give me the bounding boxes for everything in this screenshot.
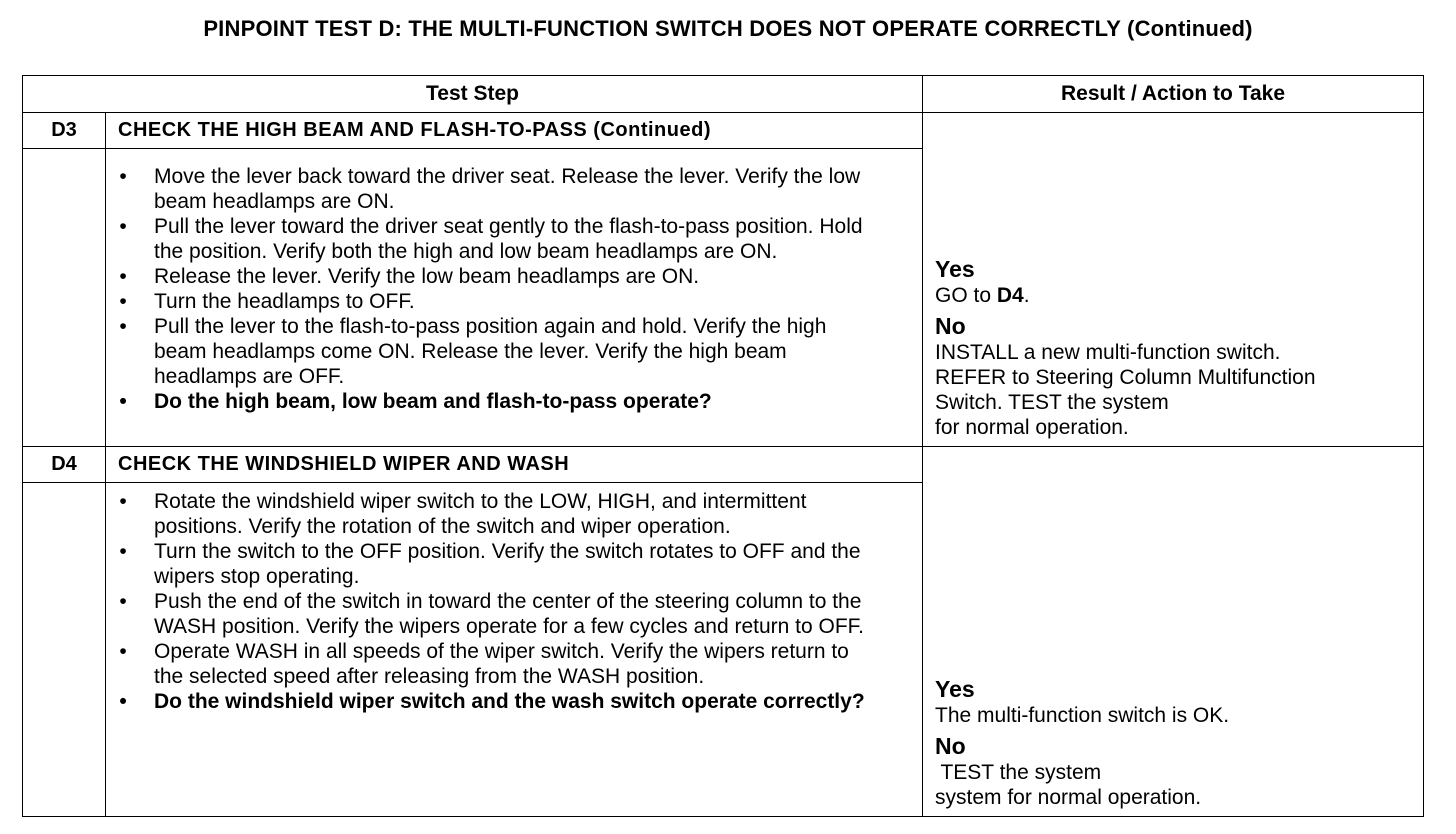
list-item (106, 589, 882, 639)
instruction-list-d3 (106, 164, 922, 414)
bullet-icon: • (119, 690, 127, 713)
bullet-icon: • (119, 490, 127, 513)
question-text: Do the windshield wiper switch and the wash switch operate correctly? (154, 690, 865, 713)
instruction-list-d4 (106, 489, 922, 714)
step-d3-instructions (106, 149, 923, 447)
yes-suffix-d3: . (1023, 284, 1030, 307)
pinpoint-test-table (22, 75, 1424, 817)
list-item-question (106, 689, 882, 714)
yes-label-d4: Yes (935, 676, 975, 702)
bullet-icon: • (119, 165, 127, 188)
bullet-icon: • (119, 290, 127, 313)
list-item (106, 489, 882, 539)
bullet-icon: • (119, 590, 127, 613)
list-item (106, 289, 882, 314)
instruction-text: Rotate the windshield wiper switch to the LOW, HIGH, and intermittent positions. Verify the rotation of the switch and wiper operation. (154, 490, 807, 538)
list-item (106, 539, 882, 589)
instruction-text: Pull the lever toward the driver seat gently to the flash-to-pass position. Hold the position. Verify both the high and low beam headlamps are ON. (154, 215, 863, 263)
result-d4 (923, 447, 1424, 817)
list-item (106, 164, 882, 214)
instruction-text: Pull the lever to the flash-to-pass position again and hold. Verify the high beam headlamps come ON. Release the lever. Verify the high beam headlamps are OFF. (154, 315, 827, 388)
list-item (106, 639, 882, 689)
no-action-line: REFER to Steering Column Multifunction (935, 366, 1316, 389)
result-d3 (923, 113, 1424, 447)
no-action-line: for normal operation. (935, 416, 1129, 439)
no-action-line: TEST the system (935, 761, 1102, 784)
header-test-step: Test Step (23, 76, 923, 113)
instruction-text: Push the end of the switch in toward the center of the steering column to the WASH position. Verify the wipers operate for a few cycles and return to OFF. (154, 590, 865, 638)
step-id-d3: D3 (23, 113, 106, 149)
bullet-icon: • (119, 390, 127, 413)
step-d4-instructions (106, 483, 923, 817)
step-id-d4: D4 (23, 447, 106, 483)
page-title: PINPOINT TEST D: THE MULTI-FUNCTION SWITCH DOES NOT OPERATE CORRECTLY (Continued) (203, 16, 1253, 41)
step-title-d3: CHECK THE HIGH BEAM AND FLASH-TO-PASS (Continued) (106, 113, 923, 149)
yes-target-d3: D4 (996, 284, 1024, 307)
instruction-text: Turn the switch to the OFF position. Verify the switch rotates to OFF and the wipers stop operating. (154, 540, 861, 588)
step-d4-title-row (23, 447, 1424, 483)
bullet-icon: • (119, 215, 127, 238)
list-item (106, 264, 882, 289)
step-d4-id-spacer (23, 483, 106, 817)
bullet-icon: • (119, 540, 127, 563)
no-label-d4: No (935, 733, 966, 759)
no-label-d3: No (935, 313, 966, 339)
instruction-text: Release the lever. Verify the low beam headlamps are ON. (154, 265, 700, 288)
bullet-icon: • (119, 640, 127, 663)
bullet-icon: • (119, 265, 127, 288)
yes-label-d3: Yes (935, 256, 975, 282)
bullet-icon: • (119, 315, 127, 338)
question-text: Do the high beam, low beam and flash-to-pass operate? (154, 390, 712, 413)
step-d3-title-row (23, 113, 1424, 149)
list-item (106, 314, 882, 389)
step-d3-id-spacer (23, 149, 106, 447)
yes-action-d3 (935, 283, 1423, 308)
list-item (106, 214, 882, 264)
list-item-question (106, 389, 882, 414)
no-action-line: system for normal operation. (935, 786, 1202, 809)
no-action-line: INSTALL a new multi-function switch. (935, 341, 1281, 364)
yes-action-d4: The multi-function switch is OK. (935, 704, 1230, 727)
step-title-d4: CHECK THE WINDSHIELD WIPER AND WASH (106, 447, 923, 483)
header-result: Result / Action to Take (923, 76, 1424, 113)
instruction-text: Turn the headlamps to OFF. (154, 290, 415, 313)
table-header-row (23, 76, 1424, 113)
yes-prefix-d3: GO to (935, 284, 997, 307)
no-action-line: Switch. TEST the system (935, 391, 1169, 414)
instruction-text: Operate WASH in all speeds of the wiper switch. Verify the wipers return to the selected speed after releasing from the WASH position. (154, 640, 849, 688)
instruction-text: Move the lever back toward the driver seat. Release the lever. Verify the low beam headlamps are ON. (154, 165, 861, 213)
